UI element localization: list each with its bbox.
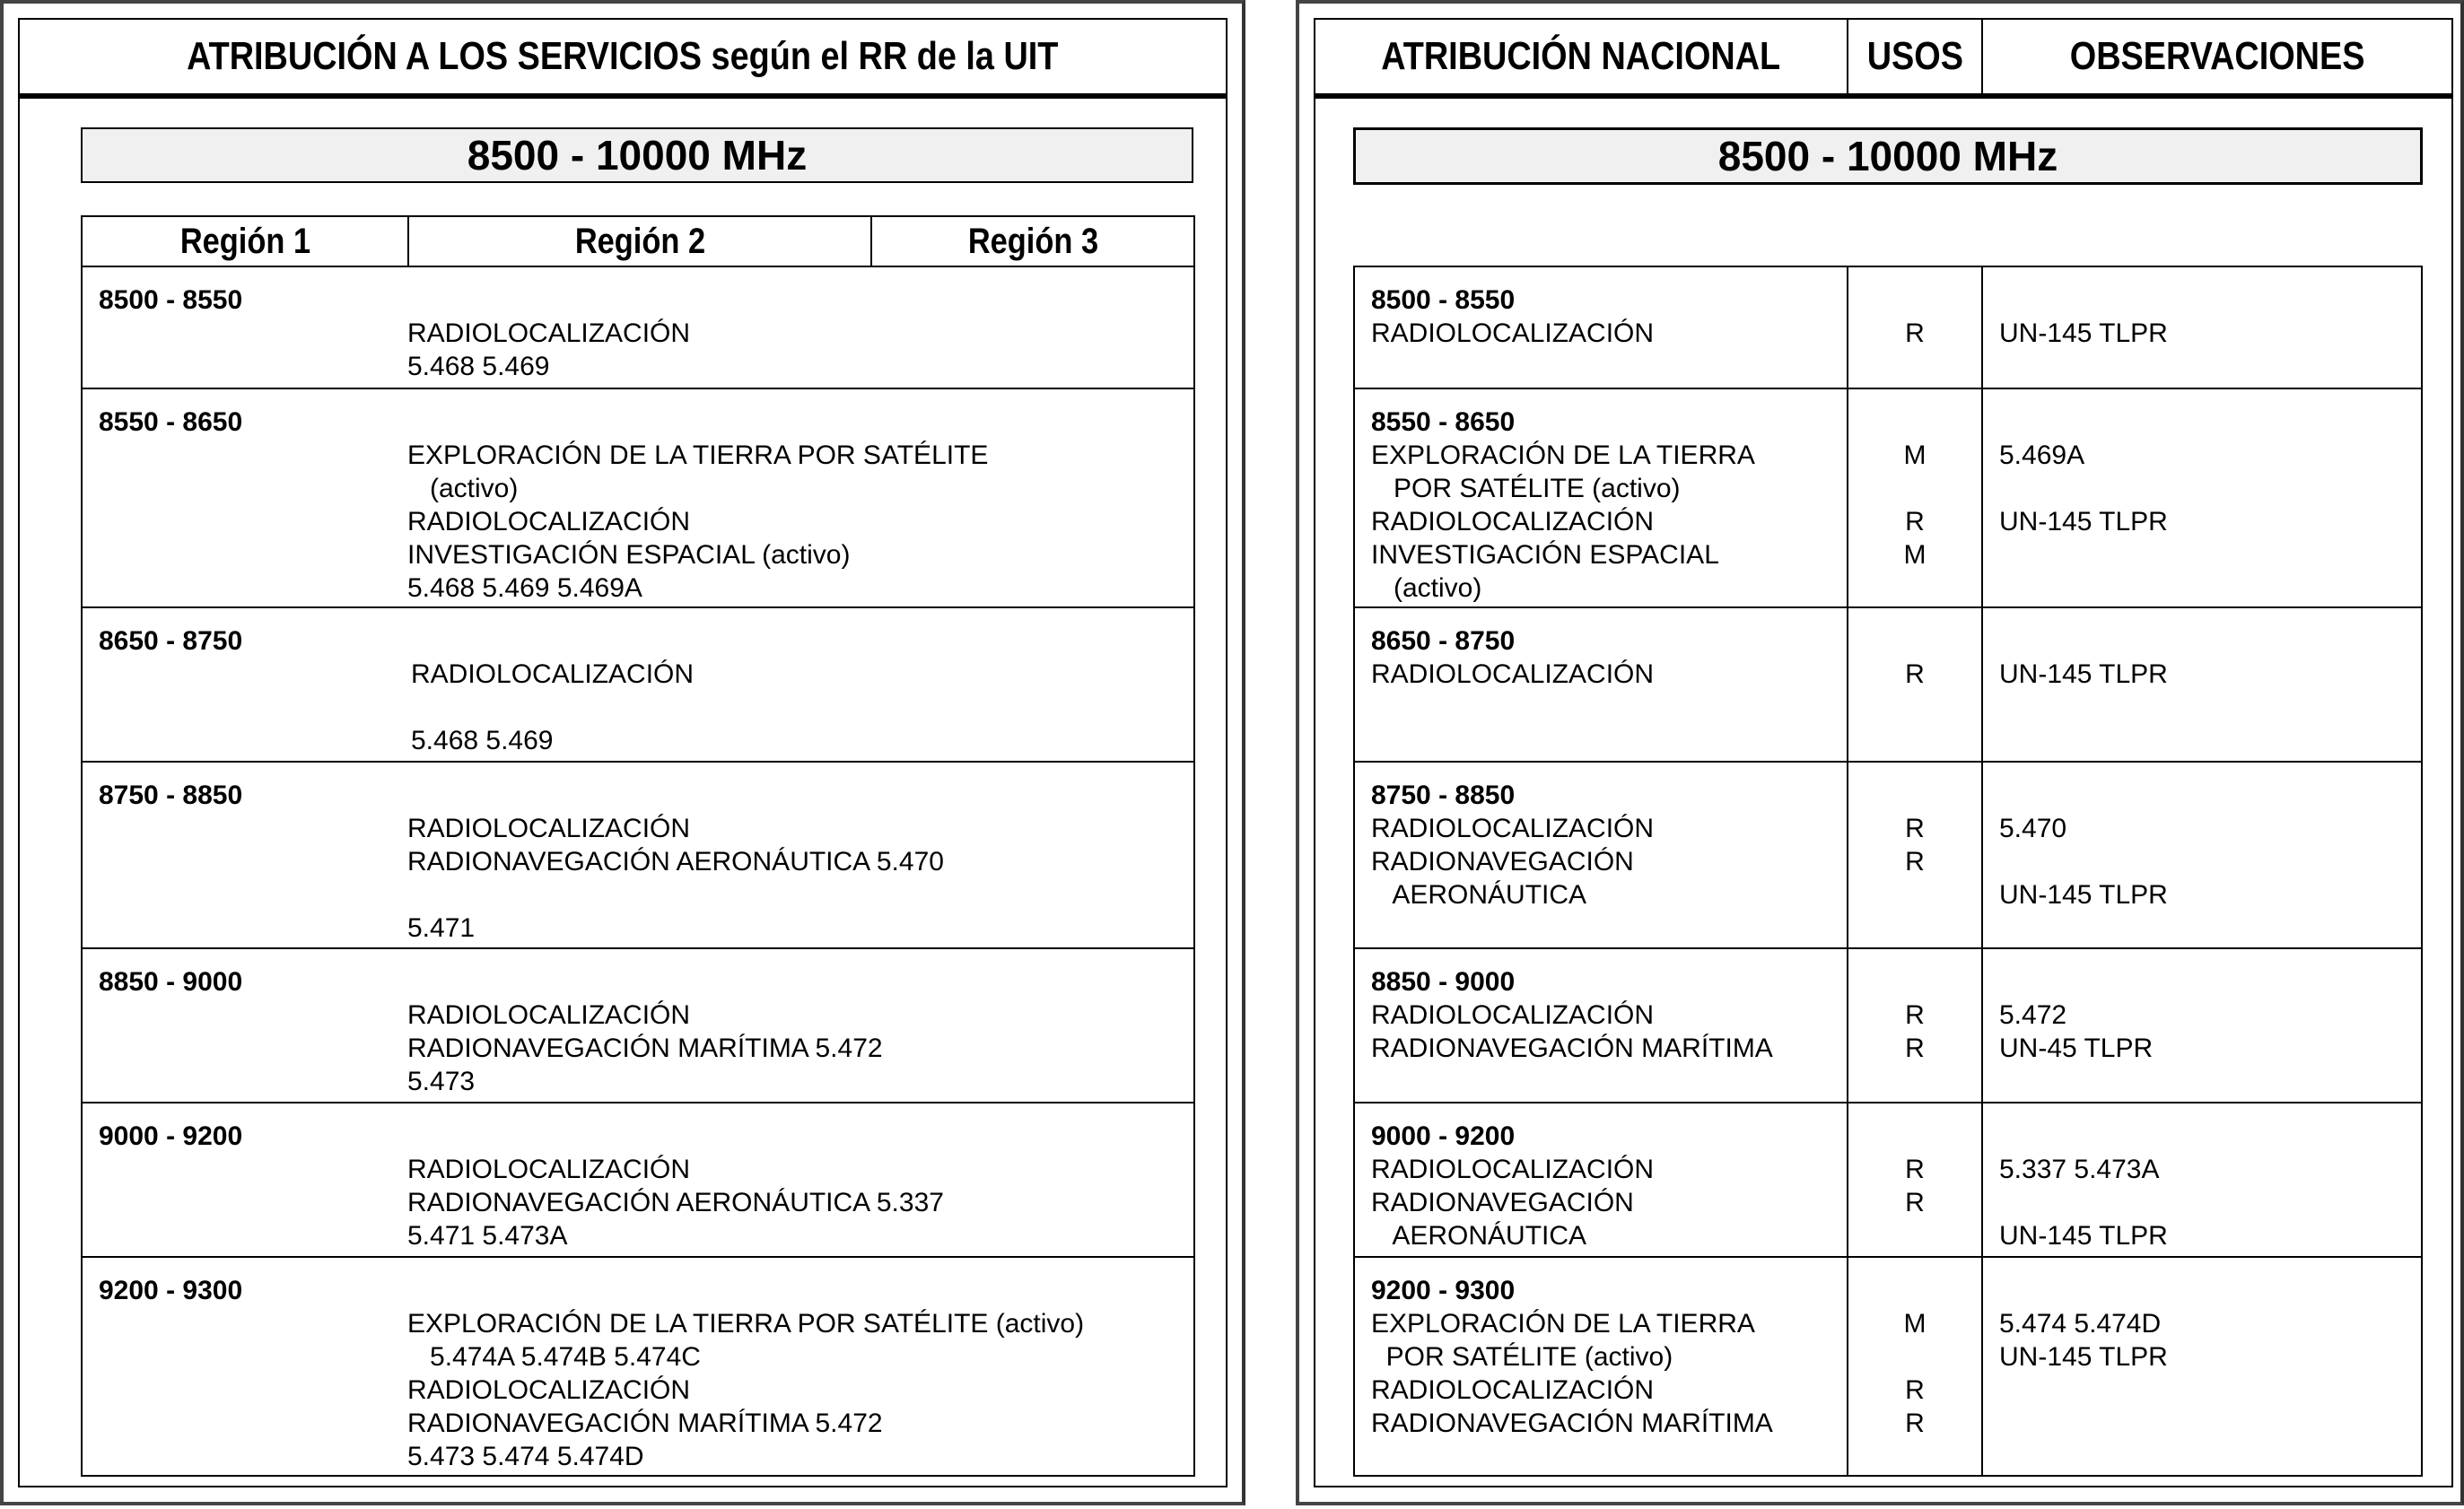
national-service-cell: [1354, 388, 1848, 607]
itu-row: [82, 266, 1194, 388]
itu-row: [82, 1103, 1194, 1257]
service-list: RADIOLOCALIZACIÓN 5.468 5.469: [411, 659, 695, 755]
itu-row: [82, 607, 1194, 762]
frequency-range: 8500 - 8550: [99, 285, 243, 315]
national-service-cell: [1354, 1257, 1848, 1476]
usos-cell: R R: [1848, 762, 1982, 948]
region-3-header: Región 3: [871, 216, 1194, 266]
frequency-range: 8550 - 8650: [1371, 407, 1516, 437]
national-service-cell: [1354, 607, 1848, 762]
observaciones-cell: UN-145 TLPR: [1982, 607, 2422, 762]
usos-cell: M R M: [1848, 388, 1982, 607]
service-list: RADIOLOCALIZACIÓN RADIONAVEGACIÓN AERONÁUTICA: [1371, 1155, 1655, 1251]
itu-row: [82, 388, 1194, 607]
itu-title: ATRIBUCIÓN A LOS SERVICIOS según el RR de la UIT: [187, 34, 1059, 78]
service-list: RADIOLOCALIZACIÓN RADIONAVEGACIÓN AERONÁUTICA 5.470 5.471: [407, 814, 944, 943]
itu-row: [82, 948, 1194, 1103]
region-2-header: Región 2: [408, 216, 871, 266]
national-service-cell: [1354, 762, 1848, 948]
observaciones-cell: UN-145 TLPR: [1982, 266, 2422, 388]
frequency-range: 8750 - 8850: [99, 781, 243, 810]
service-list: EXPLORACIÓN DE LA TIERRA POR SATÉLITE (activo) RADIOLOCALIZACIÓN INVESTIGACIÓN ESPACIAL (activo) 5.468 5.469 5.469A: [407, 440, 989, 603]
frequency-range: 9200 - 9300: [99, 1276, 243, 1305]
usos-cell: R: [1848, 607, 1982, 762]
observaciones-header: OBSERVACIONES: [2069, 34, 2365, 78]
region-1-header: Región 1: [82, 216, 408, 266]
national-row: [1354, 1257, 2422, 1476]
service-list: RADIOLOCALIZACIÓN RADIONAVEGACIÓN AERONÁUTICA 5.337 5.471 5.473A: [407, 1155, 944, 1251]
service-list: EXPLORACIÓN DE LA TIERRA POR SATÉLITE (activo) RADIOLOCALIZACIÓN RADIONAVEGACIÓN MARÍTIMA: [1371, 1309, 1773, 1438]
national-row: [1354, 762, 2422, 948]
frequency-range: 8850 - 9000: [1371, 967, 1516, 997]
frequency-range: 9200 - 9300: [1371, 1276, 1516, 1305]
frequency-range: 8650 - 8750: [1371, 626, 1516, 656]
observaciones-cell: 5.474 5.474D UN-145 TLPR: [1982, 1257, 2422, 1476]
frequency-range: 8850 - 9000: [99, 967, 243, 997]
service-list: RADIOLOCALIZACIÓN RADIONAVEGACIÓN MARÍTIMA 5.472 5.473: [407, 1000, 883, 1096]
service-list: RADIOLOCALIZACIÓN RADIONAVEGACIÓN MARÍTIMA: [1371, 1000, 1773, 1063]
service-list: RADIOLOCALIZACIÓN: [1371, 318, 1655, 348]
observaciones-cell: 5.470 UN-145 TLPR: [1982, 762, 2422, 948]
service-list: RADIOLOCALIZACIÓN: [1371, 659, 1655, 689]
usos-cell: R: [1848, 266, 1982, 388]
national-row: [1354, 948, 2422, 1103]
itu-header: [20, 20, 1226, 99]
usos-cell: R R: [1848, 1103, 1982, 1257]
itu-allocation-table: [81, 215, 1195, 1477]
national-allocation-table: [1353, 266, 2423, 1477]
itu-row: [82, 762, 1194, 948]
observaciones-cell: 5.469A UN-145 TLPR: [1982, 388, 2422, 607]
frequency-range: 8500 - 8550: [1371, 285, 1516, 315]
observaciones-cell: 5.472 UN-45 TLPR: [1982, 948, 2422, 1103]
national-row: [1354, 388, 2422, 607]
national-row: [1354, 1103, 2422, 1257]
service-list: EXPLORACIÓN DE LA TIERRA POR SATÉLITE (activo) RADIOLOCALIZACIÓN INVESTIGACIÓN ESPACIAL (activo): [1371, 440, 1755, 603]
itu-band-title: 8500 - 10000 MHz: [81, 127, 1193, 183]
national-allocation-header: ATRIBUCIÓN NACIONAL: [1381, 34, 1781, 78]
itu-row: [82, 1257, 1194, 1476]
frequency-range: 8550 - 8650: [99, 407, 243, 437]
frequency-range: 9000 - 9200: [99, 1121, 243, 1151]
usos-cell: R R: [1848, 948, 1982, 1103]
service-list: RADIOLOCALIZACIÓN RADIONAVEGACIÓN AERONÁUTICA: [1371, 814, 1655, 910]
national-service-cell: [1354, 948, 1848, 1103]
national-header: [1315, 20, 2451, 99]
national-service-cell: [1354, 1103, 1848, 1257]
service-list: RADIOLOCALIZACIÓN 5.468 5.469: [407, 318, 691, 381]
national-service-cell: [1354, 266, 1848, 388]
service-list: EXPLORACIÓN DE LA TIERRA POR SATÉLITE (activo) 5.474A 5.474B 5.474C RADIOLOCALIZACIÓN RADIONAVEGACIÓN MARÍTIMA 5.472 5.473 5.474 5.474D: [407, 1309, 1085, 1471]
national-row: [1354, 266, 2422, 388]
national-band-title: 8500 - 10000 MHz: [1353, 127, 2423, 185]
national-row: [1354, 607, 2422, 762]
observaciones-cell: 5.337 5.473A UN-145 TLPR: [1982, 1103, 2422, 1257]
usos-cell: M R R: [1848, 1257, 1982, 1476]
frequency-range: 8750 - 8850: [1371, 781, 1516, 810]
frequency-range: 9000 - 9200: [1371, 1121, 1516, 1151]
national-allocation-panel: [1296, 0, 2464, 1505]
usos-header: USOS: [1866, 34, 1963, 78]
frequency-range: 8650 - 8750: [99, 626, 243, 656]
